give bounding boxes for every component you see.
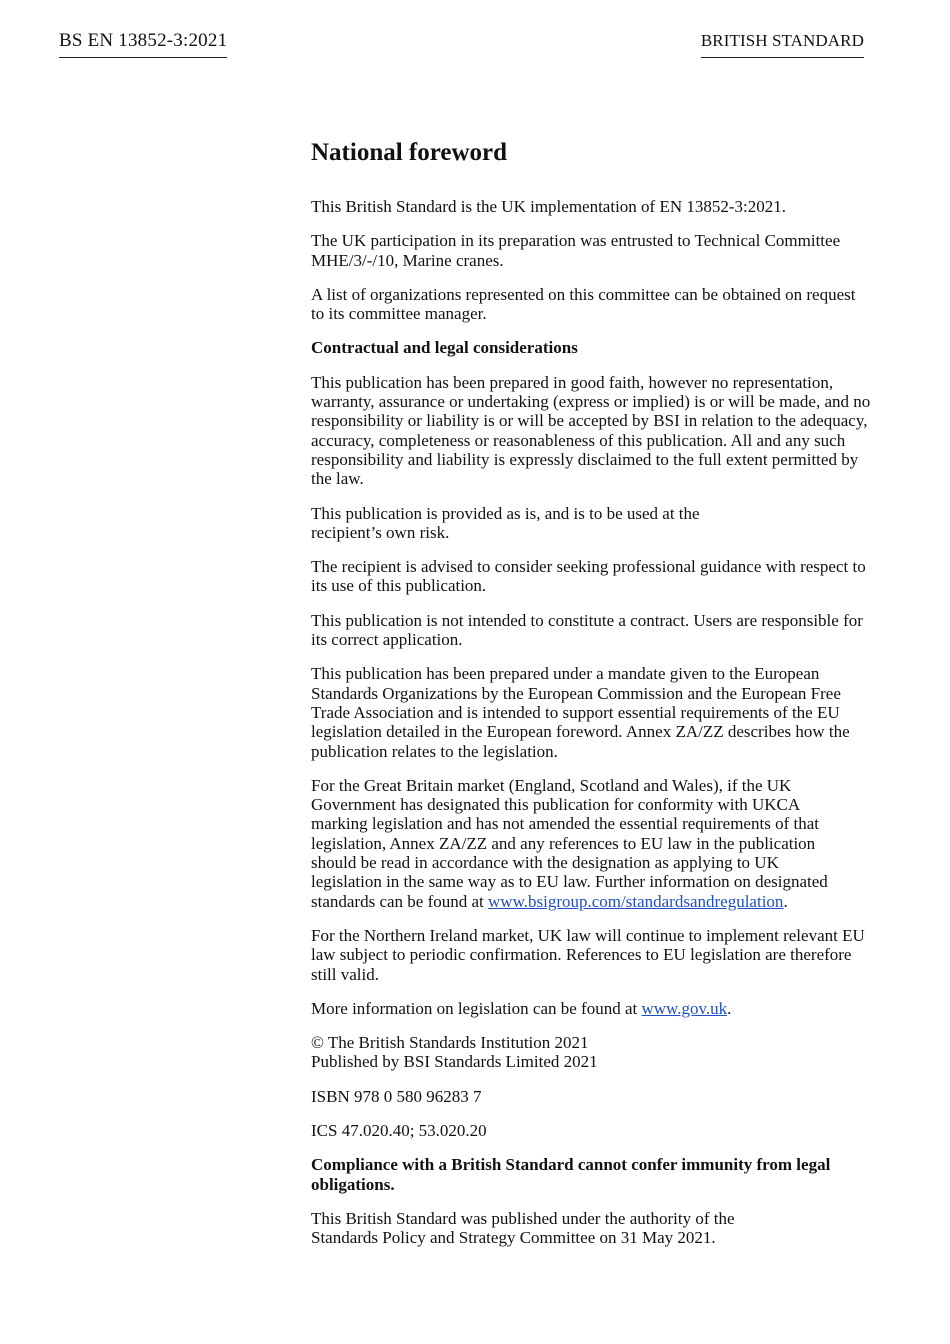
great-britain-text: For the Great Britain market (England, Scotland and Wales), if the UK Government has designated this publication for conformity with UKCA marking legislation and has not amended the essential requirements of that legislation, Annex ZA/ZZ and any references to EU law in the publication should be read in accordance with the designation as applying to UK legislation in the same way as to EU law. Further information on designated standards can be found at xyxy=(311,775,828,911)
authority-paragraph: This British Standard was published under the authority of the Standards Policy and Strategy Committee on 31 May 2021. xyxy=(311,1208,735,1248)
document-category: BRITISH STANDARD xyxy=(701,31,864,58)
gov-uk-link[interactable]: www.gov.uk xyxy=(641,998,728,1018)
compliance-statement: Compliance with a British Standard cannot confer immunity from legal obligations. xyxy=(311,1155,831,1194)
great-britain-end: . xyxy=(783,891,788,911)
committee-paragraph: The UK participation in its preparation was entrusted to Technical Committee MHE/3/-/10, Marine cranes. xyxy=(311,231,841,270)
guidance-paragraph: The recipient is advised to consider seeking professional guidance with respect to its use of this publication. xyxy=(311,557,866,596)
national-foreword-section xyxy=(311,138,871,1262)
page-title: National foreword xyxy=(311,139,508,166)
implementation-paragraph: This British Standard is the UK implementation of EN 13852-3:2021. xyxy=(311,197,787,216)
more-info-end: . xyxy=(727,998,732,1018)
mandate-paragraph: This publication has been prepared under a mandate given to the European Standards Organizations by the European Commission and the European Free Trade Association and is intended to support essential requirements of the EU legislation detailed in the European foreword. Annex ZA/ZZ describes how the publication relates to the legislation. xyxy=(311,664,850,761)
copyright-line: © The British Standards Institution 2021 xyxy=(311,1033,589,1053)
contractual-heading: Contractual and legal considerations xyxy=(311,338,578,358)
copyright-block xyxy=(311,1033,871,1072)
more-info-paragraph xyxy=(311,999,871,1018)
bsigroup-link[interactable]: www.bsigroup.com/standardsandregulation xyxy=(488,891,784,911)
contract-paragraph: This publication is not intended to constitute a contract. Users are responsible for its correct application. xyxy=(311,610,863,650)
great-britain-paragraph xyxy=(311,776,851,911)
publisher-line: Published by BSI Standards Limited 2021 xyxy=(311,1052,598,1072)
isbn: ISBN 978 0 580 96283 7 xyxy=(311,1086,482,1106)
northern-ireland-paragraph: For the Northern Ireland market, UK law will continue to implement relevant EU law subject to periodic confirmation. References to EU legislation are therefore still valid. xyxy=(311,925,865,984)
more-info-text: More information on legislation can be found at xyxy=(311,998,638,1018)
ics: ICS 47.020.40; 53.020.20 xyxy=(311,1120,487,1140)
organizations-paragraph: A list of organizations represented on this committee can be obtained on request to its committee manager. xyxy=(311,284,856,324)
good-faith-paragraph: This publication has been prepared in good faith, however no representation, warranty, assurance or undertaking (express or implied) is or will be made, and no responsibility or liability is or will be accepted by BSI in relation to the adequacy, accuracy, completeness or reasonableness of this publication. All and any such responsibility and liability is expressly disclaimed to the full extent permitted by the law. xyxy=(311,372,871,489)
document-id: BS EN 13852-3:2021 xyxy=(59,30,227,58)
own-risk-paragraph: This publication is provided as is, and is to be used at the recipient’s own risk. xyxy=(311,503,700,542)
